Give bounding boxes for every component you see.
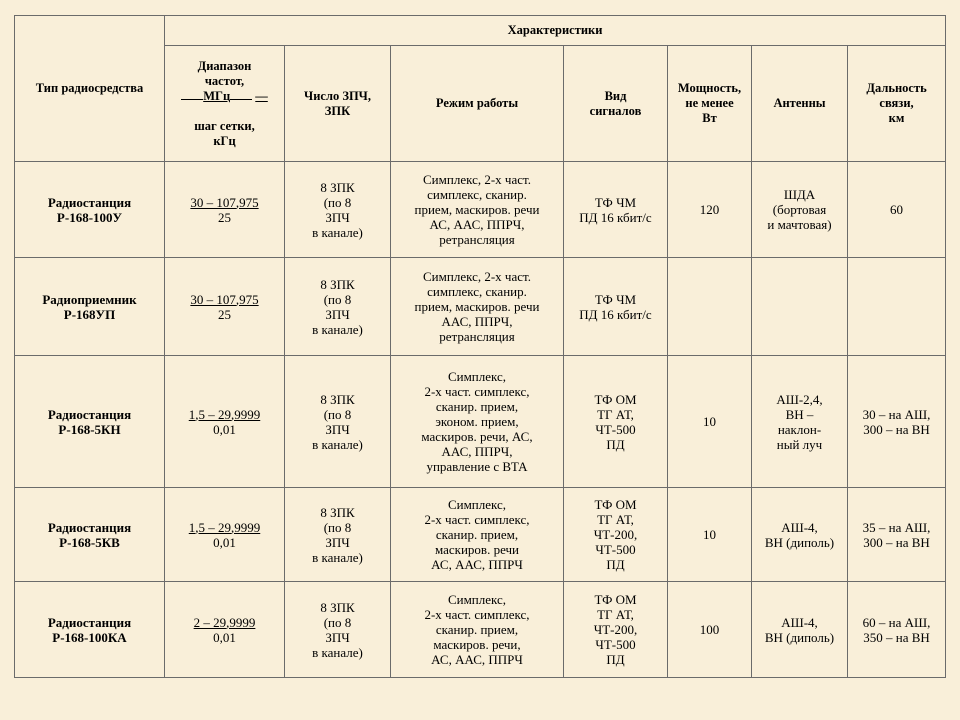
device-name-cell: Радиостанция Р-168-100У	[15, 162, 165, 258]
antenna-cell: АШ-4, ВН (диполь)	[752, 488, 848, 582]
mode-cell: Симплекс, 2-х част. симплекс, сканир. прием, маскиров. речи ААС, ППРЧ, ретрансляция	[391, 258, 564, 356]
signals-cell: ТФ ЧМ ПД 16 кбит/с	[564, 162, 668, 258]
table-row	[15, 162, 946, 258]
table-row	[15, 582, 946, 678]
frequency-range-cell: 1,5 – 29,9999 0,01	[165, 488, 285, 582]
frequency-range-cell: 2 – 29,9999 0,01	[165, 582, 285, 678]
distance-cell: 60	[848, 162, 946, 258]
antenna-cell: АШ-2,4, ВН – наклон- ный луч	[752, 356, 848, 488]
frequency-range-cell: 1,5 – 29,9999 0,01	[165, 356, 285, 488]
zpch-cell: 8 ЗПК (по 8 ЗПЧ в канале)	[285, 258, 391, 356]
header-power: Мощность, не менее Вт	[668, 46, 752, 162]
power-cell: 120	[668, 162, 752, 258]
mode-cell: Симплекс, 2-х част. симплекс, сканир. прием, маскиров. речи АС, ААС, ППРЧ, ретрансляция	[391, 162, 564, 258]
power-cell: 10	[668, 488, 752, 582]
power-cell: 100	[668, 582, 752, 678]
device-name-cell: Радиоприемник Р-168УП	[15, 258, 165, 356]
mode-cell: Симплекс, 2-х част. симплекс, сканир. прием, маскиров. речи, АС, ААС, ППРЧ	[391, 582, 564, 678]
distance-cell: 30 – на АШ, 300 – на ВН	[848, 356, 946, 488]
power-cell	[668, 258, 752, 356]
header-distance: Дальность связи, км	[848, 46, 946, 162]
power-cell: 10	[668, 356, 752, 488]
zpch-cell: 8 ЗПК (по 8 ЗПЧ в канале)	[285, 582, 391, 678]
signals-cell: ТФ ЧМ ПД 16 кбит/с	[564, 258, 668, 356]
antenna-cell: ШДА (бортовая и мачтовая)	[752, 162, 848, 258]
header-frequency-range: Диапазон частот, МГц — шаг сетки, кГц	[165, 46, 285, 162]
specifications-table	[14, 15, 946, 678]
header-signals: Вид сигналов	[564, 46, 668, 162]
mode-cell: Симплекс, 2-х част. симплекс, сканир. прием, маскиров. речи АС, ААС, ППРЧ	[391, 488, 564, 582]
header-mode: Режим работы	[391, 46, 564, 162]
header-zpch: Число ЗПЧ, ЗПК	[285, 46, 391, 162]
signals-cell: ТФ ОМ ТГ АТ, ЧТ-500 ПД	[564, 356, 668, 488]
header-characteristics: Характеристики	[165, 16, 946, 46]
zpch-cell: 8 ЗПК (по 8 ЗПЧ в канале)	[285, 488, 391, 582]
frequency-range-cell: 30 – 107,975 25	[165, 258, 285, 356]
device-name-cell: Радиостанция Р-168-100КА	[15, 582, 165, 678]
mode-cell: Симплекс, 2-х част. симплекс, сканир. прием, эконом. прием, маскиров. речи, АС, ААС, ППРЧ, управление с ВТА	[391, 356, 564, 488]
signals-cell: ТФ ОМ ТГ АТ, ЧТ-200, ЧТ-500 ПД	[564, 582, 668, 678]
table-row	[15, 488, 946, 582]
distance-cell: 60 – на АШ, 350 – на ВН	[848, 582, 946, 678]
distance-cell: 35 – на АШ, 300 – на ВН	[848, 488, 946, 582]
table-row	[15, 258, 946, 356]
header-type: Тип радиосредства	[15, 16, 165, 162]
antenna-cell: АШ-4, ВН (диполь)	[752, 582, 848, 678]
device-name-cell: Радиостанция Р-168-5КН	[15, 356, 165, 488]
zpch-cell: 8 ЗПК (по 8 ЗПЧ в канале)	[285, 356, 391, 488]
distance-cell	[848, 258, 946, 356]
zpch-cell: 8 ЗПК (по 8 ЗПЧ в канале)	[285, 162, 391, 258]
table-row	[15, 356, 946, 488]
header-antennas: Антенны	[752, 46, 848, 162]
antenna-cell	[752, 258, 848, 356]
signals-cell: ТФ ОМ ТГ АТ, ЧТ-200, ЧТ-500 ПД	[564, 488, 668, 582]
frequency-range-cell: 30 – 107,975 25	[165, 162, 285, 258]
device-name-cell: Радиостанция Р-168-5КВ	[15, 488, 165, 582]
